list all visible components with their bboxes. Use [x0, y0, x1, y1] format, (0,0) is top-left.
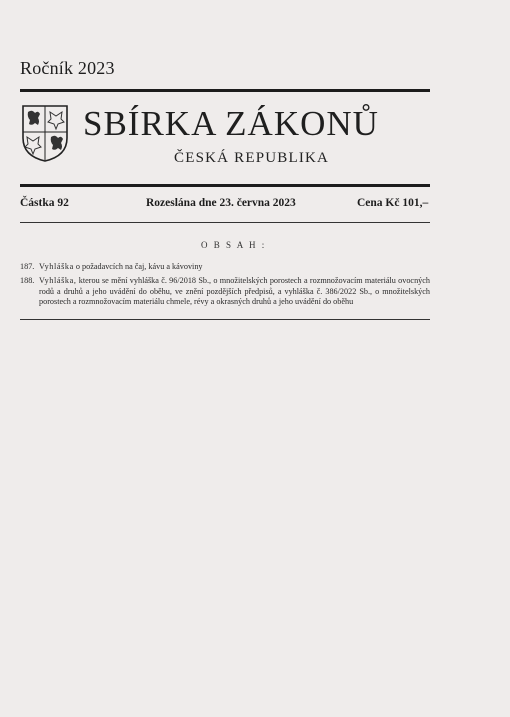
distribution-date: Rozeslána dne 23. června 2023 [146, 197, 296, 209]
contents-top-rule [20, 222, 430, 223]
gazette-subtitle: ČESKÁ REPUBLIKA [174, 150, 330, 166]
contents-entry-188 [20, 276, 430, 308]
entry-text: o požadavcích na čaj, kávu a kávoviny [73, 262, 203, 271]
entry-number: 188. [20, 276, 35, 285]
entry-number: 187. [20, 262, 35, 271]
entry-text: kterou se mění vyhláška č. 96/2018 Sb., o množitelských porostech a rozmnožovacím materiálu ovocných rodů a druhů a jeho uvádění do oběhu, ve znění pozdějších předpisů, a vyhláška č. 386/2022 Sb., o množitelských porostech a rozmnožovacím materiálu chmele, révy a okrasných druhů a jeho uvádění do oběhu [39, 276, 430, 307]
price: Cena Kč 101,– [357, 197, 429, 209]
top-rule [20, 89, 430, 92]
entry-keyword: Vyhláška [39, 262, 74, 271]
contents-heading: O B S A H : [201, 240, 267, 250]
entry-keyword: Vyhláška, [39, 276, 77, 285]
contents-bottom-rule [20, 319, 430, 320]
contents-entry-187 [20, 262, 430, 273]
gazette-title: SBÍRKA ZÁKONŮ [83, 104, 379, 143]
volume-year: Ročník 2023 [20, 58, 115, 78]
issue-number: Částka 92 [20, 197, 69, 209]
state-emblem-icon [21, 104, 69, 162]
middle-rule [20, 184, 430, 187]
